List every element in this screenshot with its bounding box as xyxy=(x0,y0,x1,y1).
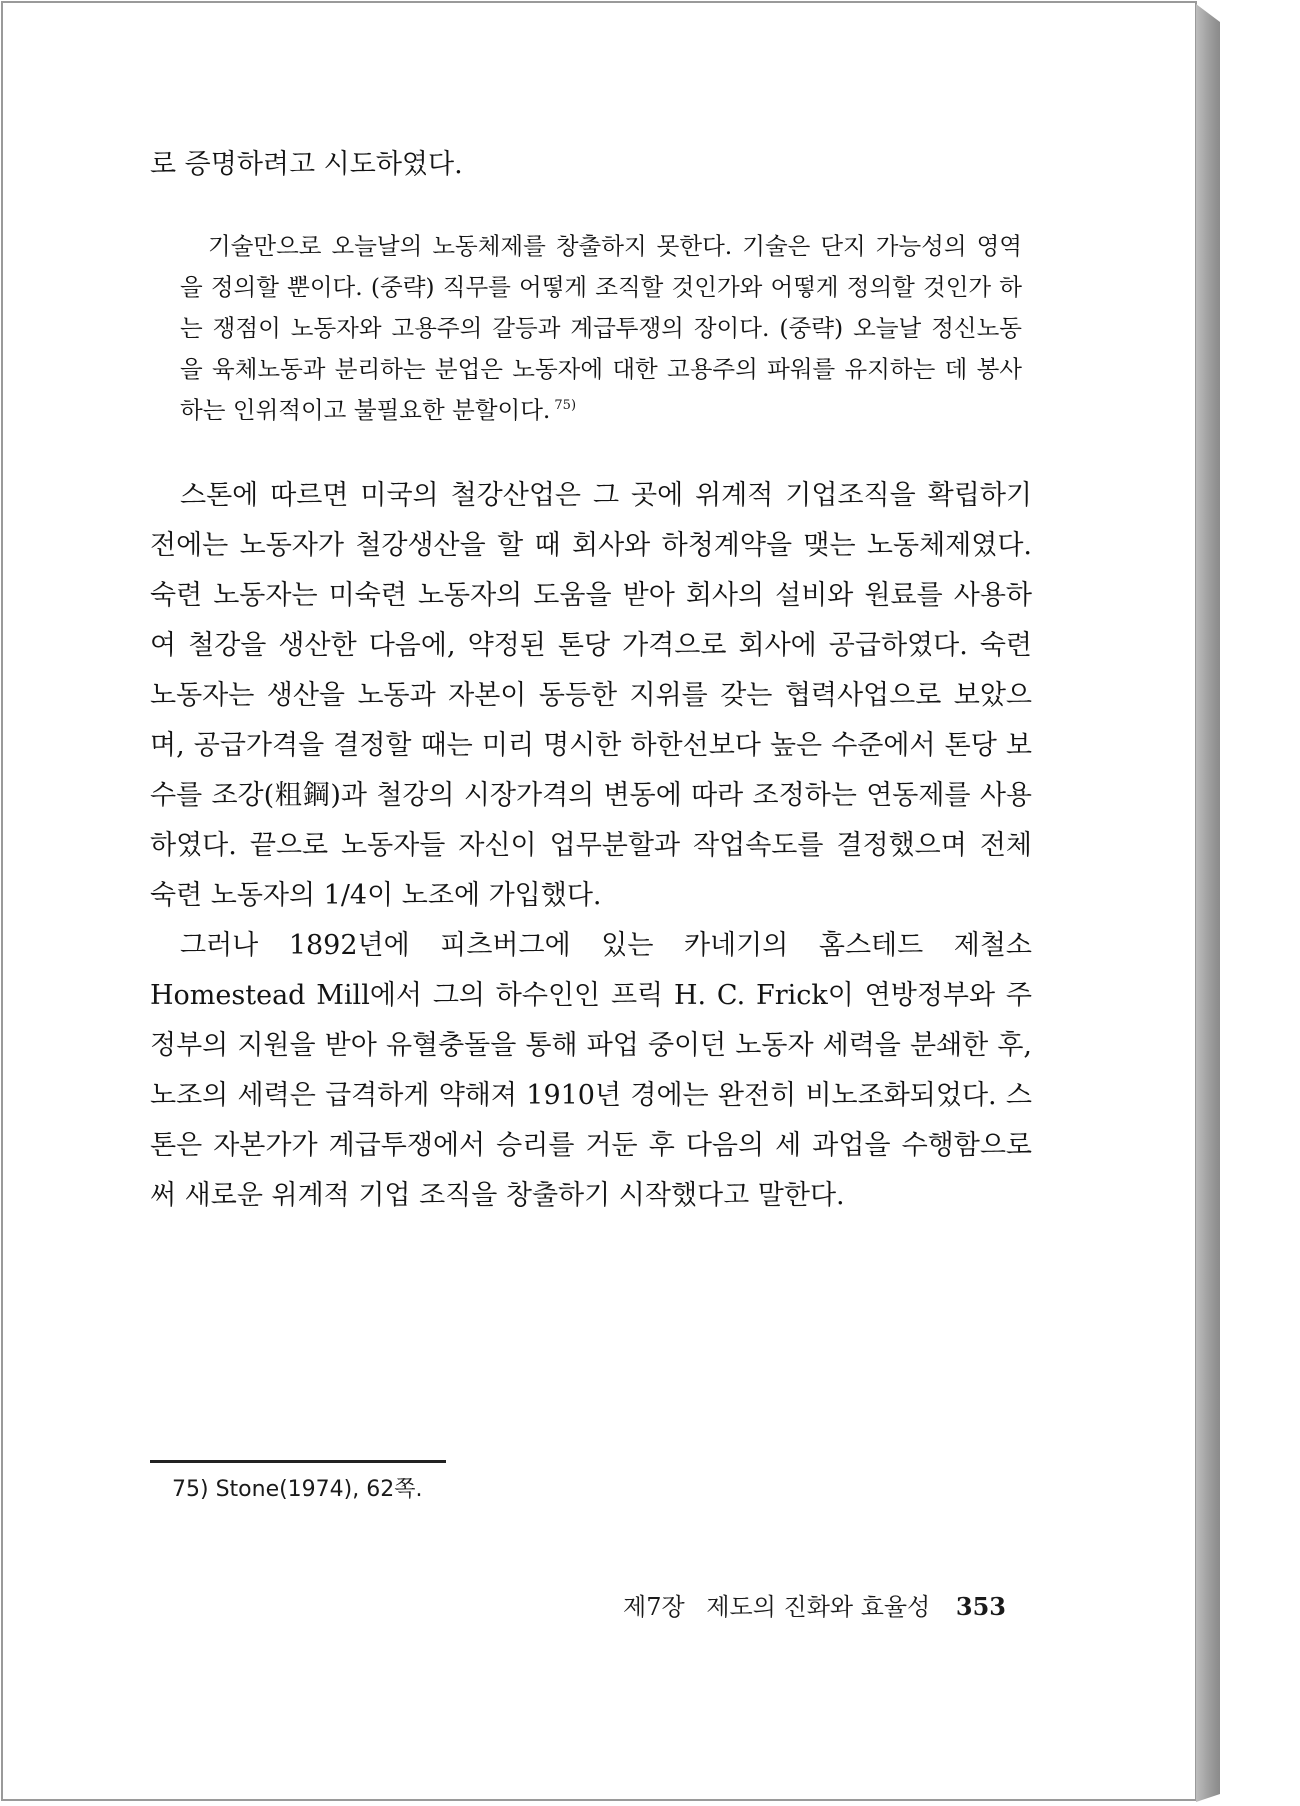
page-body xyxy=(150,140,1032,1221)
paragraph-text: 스톤에 따르면 미국의 철강산업은 그 곳에 위계적 기업조직을 확립하기 전에는 노동자가 철강생산을 할 때 회사와 하청계약을 맺는 노동체제였다. 숙련 노동자는 미숙련 노동자의 도움을 받아 회사의 설비와 원료를 사용하여 철강을 생산한 다음에, 약정된 톤당 가격으로 회사에 공급하였다. 숙련 노동자는 생산을 노동과 자본이 동등한 지위를 갖는 협력사업으로 보았으며, 공급가격을 결정할 때는 미리 명시한 하한선보다 높은 수준에서 톤당 보수를 조강(粗鋼)과 철강의 시장가격의 변동에 따라 조정하는 연동제를 사용하였다. 끝으로 노동자들 자신이 업무분할과 작업속도를 결정했으며 전체 숙련 노동자의 1/4이 노조에 가입했다. xyxy=(150,480,1032,911)
block-quote xyxy=(180,226,1022,431)
running-footer xyxy=(150,1587,1006,1622)
footnote-text: 75) Stone(1974), 62쪽. xyxy=(172,1477,423,1502)
footnote-divider xyxy=(150,1460,446,1463)
book-spine-edge xyxy=(1196,4,1220,1802)
body-paragraph-stone xyxy=(150,471,1032,921)
chapter-title: 제도의 진화와 효율성 xyxy=(706,1593,931,1621)
opening-paragraph xyxy=(150,140,1032,190)
opening-text: 로 증명하려고 시도하였다. xyxy=(150,149,463,180)
page-number: 353 xyxy=(955,1592,1006,1621)
body-paragraph-homestead xyxy=(150,921,1032,1221)
quote-text: 기술만으로 오늘날의 노동체제를 창출하지 못한다. 기술은 단지 가능성의 영역을 정의할 뿐이다. (중략) 직무를 어떻게 조직할 것인가와 어떻게 정의할 것인가 하는 쟁점이 노동자와 고용주의 갈등과 계급투쟁의 장이다. (중략) 오늘날 정신노동을 육체노동과 분리하는 분업은 노동자에 대한 고용주의 파워를 유지하는 데 봉사하는 인위적이고 불필요한 분할이다. xyxy=(180,232,1022,424)
footnote xyxy=(172,1473,422,1507)
paragraph-text: 그러나 1892년에 피츠버그에 있는 카네기의 홈스테드 제철소 Homestead Mill에서 그의 하수인인 프릭 H. C. Frick이 연방정부와 주정부의 지원을 받아 유혈충돌을 통해 파업 중이던 노동자 세력을 분쇄한 후, 노조의 세력은 급격하게 약해져 1910년 경에는 완전히 비노조화되었다. 스톤은 자본가가 계급투쟁에서 승리를 거둔 후 다음의 세 과업을 수행함으로써 새로운 위계적 기업 조직을 창출하기 시작했다고 말한다. xyxy=(150,930,1032,1211)
footnote-reference[interactable]: 75) xyxy=(554,398,577,414)
chapter-label: 제7장 xyxy=(623,1593,685,1621)
